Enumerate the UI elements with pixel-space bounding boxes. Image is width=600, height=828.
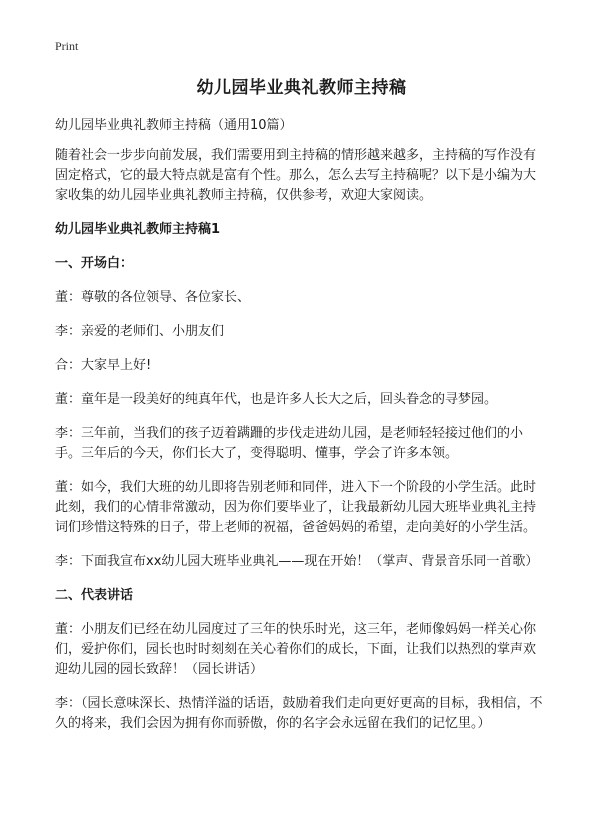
section-heading-opening: 一、开场白：	[55, 256, 134, 272]
dialogue-line: 李：亲爱的老师们、小朋友们	[55, 324, 225, 340]
dialogue-line: 董：童年是一段美好的纯真年代，也是许多人长大之后，回头眷念的寻梦园。	[55, 392, 498, 408]
print-label: Print	[55, 39, 79, 53]
document-subtitle: 幼儿园毕业典礼教师主持稿（通用10篇）	[55, 118, 293, 134]
dialogue-line: 李：下面我宣布xx幼儿园大班毕业典礼——现在开始！（掌声、背景音乐同一首歌）	[55, 554, 539, 570]
dialogue-line: 李：（园长意味深长、热情洋溢的话语，鼓励着我们走向更好更高的目标，我相信，不久的将来，我们会因为拥有你而骄傲，你的名字会永远留在我们的记忆里。）	[55, 696, 543, 732]
dialogue-line: 董：如今，我们大班的幼儿即将告别老师和同伴，进入下一个阶段的小学生活。此时此刻，我们的心情非常激动，因为你们要毕业了，让我最新幼儿园大班毕业典礼主持词们珍惜这特殊的日子，带上老师的祝福，爸爸妈妈的希望，走向美好的小学生活。	[55, 480, 537, 536]
dialogue-line: 合：大家早上好!	[55, 358, 152, 374]
dialogue-line: 李：三年前，当我们的孩子迈着蹒跚的步伐走进幼儿园，是老师轻轻接过他们的小手。三年后的今天，你们长大了，变得聪明、懂事，学会了许多本领。	[55, 426, 524, 462]
document-title: 幼儿园毕业典礼教师主持稿	[196, 78, 407, 98]
section-heading-speech: 二、代表讲话	[55, 588, 134, 604]
dialogue-line: 董：小朋友们已经在幼儿园度过了三年的快乐时光，这三年，老师像妈妈一样关心你们，爱护你们，园长也时时刻刻在关心着你们的成长，下面，让我们以热烈的掌声欢迎幼儿园的园长致辞！（园长讲话）	[55, 622, 537, 678]
dialogue-line: 董：尊敬的各位领导、各位家长、	[55, 290, 251, 306]
article-heading: 幼儿园毕业典礼教师主持稿1	[55, 222, 221, 238]
intro-paragraph: 随着社会一步步向前发展，我们需要用到主持稿的情形越来越多，主持稿的写作没有固定格式，它的最大特点就是富有个性。那么，怎么去写主持稿呢？以下是小编为大家收集的幼儿园毕业典礼教师主持稿，仅供参考，欢迎大家阅读。	[55, 148, 537, 204]
